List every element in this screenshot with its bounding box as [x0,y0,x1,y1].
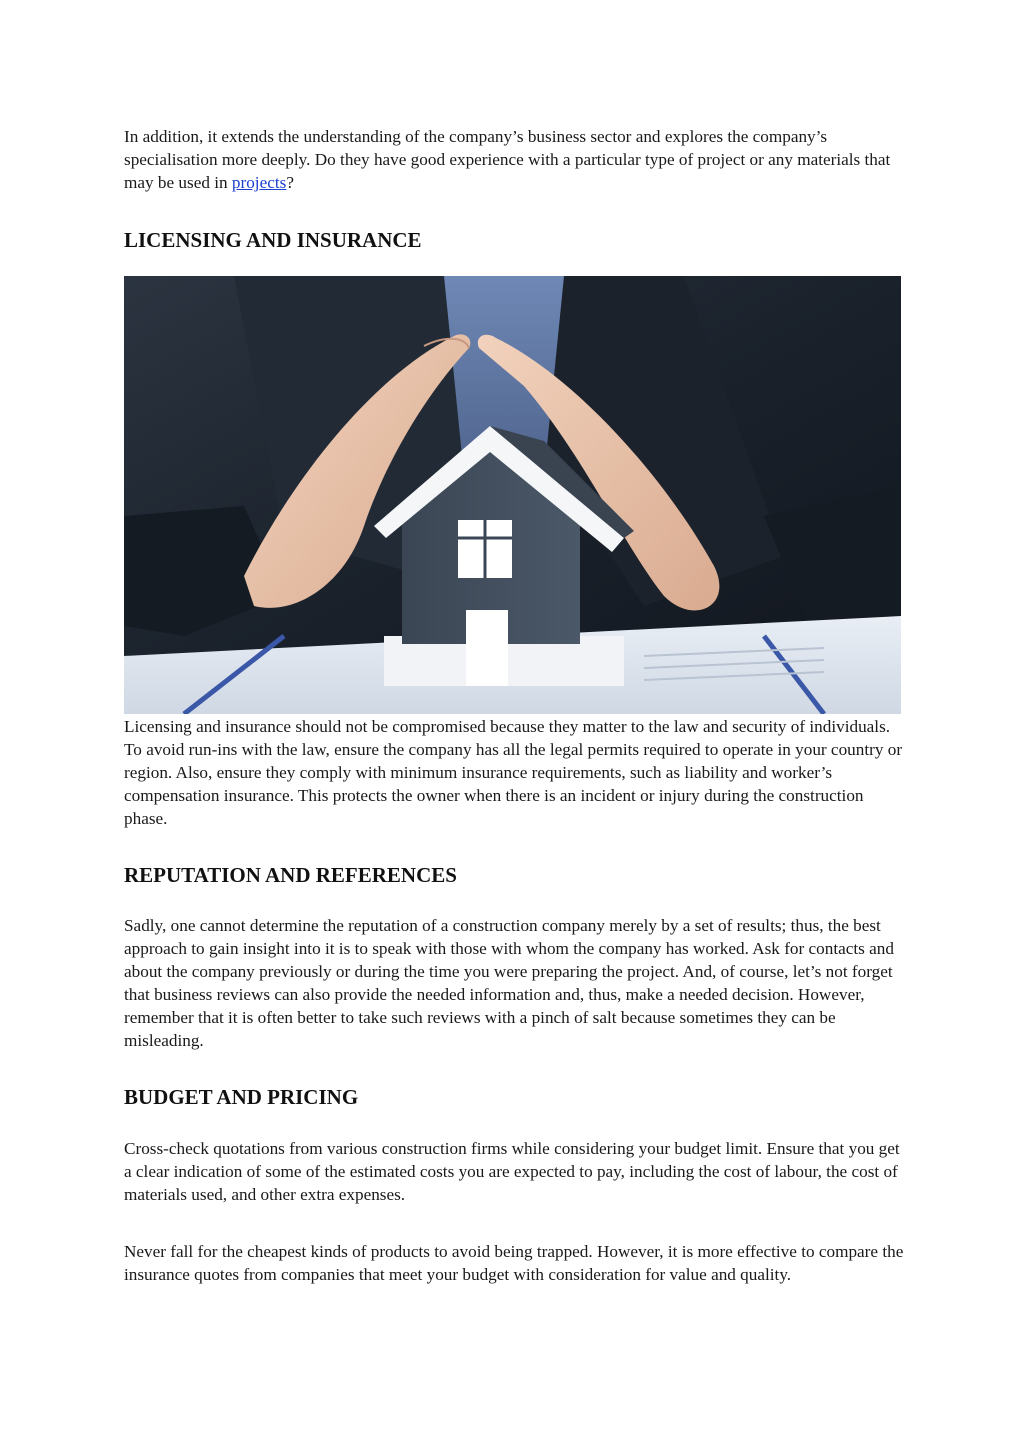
intro-text: In addition, it extends the understanding of the company’s business sector and explores the company’s specialisation more deeply. Do they have good experience with a particular type of project or any materials that may be used in [124,127,891,192]
intro-paragraph [124,125,904,194]
licensing-heading: LICENSING AND INSURANCE [124,228,422,252]
intro-text-end: ? [286,173,294,192]
budget-heading: BUDGET AND PRICING [124,1085,359,1109]
reputation-heading: REPUTATION AND REFERENCES [124,863,457,887]
licensing-paragraph: Licensing and insurance should not be compromised because they matter to the law and security of individuals. To avoid run-ins with the law, ensure the company has all the legal permits required to operate in your country or region. Also, ensure they comply with minimum insurance requirements, such as liability and worker’s compensation insurance. This protects the owner when there is an incident or injury during the construction phase. [124,717,903,828]
hands-protecting-house-image [124,276,901,714]
reputation-paragraph: Sadly, one cannot determine the reputation of a construction company merely by a set of results; thus, the best approach to gain insight into it is to speak with those with whom the company has worked. Ask for contacts and about the company previously or during the time you were preparing the project. And, of course, let’s not forget that business reviews can also provide the needed information and, thus, make a needed decision. However, remember that it is often better to take such reviews with a pinch of salt because sometimes they can be misleading. [124,916,894,1050]
projects-link[interactable]: projects [231,173,287,192]
budget-paragraph-2: Never fall for the cheapest kinds of products to avoid being trapped. However, it is more effective to compare the insurance quotes from companies that meet your budget with consideration for value and quality. [124,1242,904,1284]
budget-paragraph-1: Cross-check quotations from various construction firms while considering your budget limit. Ensure that you get a clear indication of some of the estimated costs you are expected to pay, including the cost of labour, the cost of materials used, and other extra expenses. [124,1139,900,1204]
